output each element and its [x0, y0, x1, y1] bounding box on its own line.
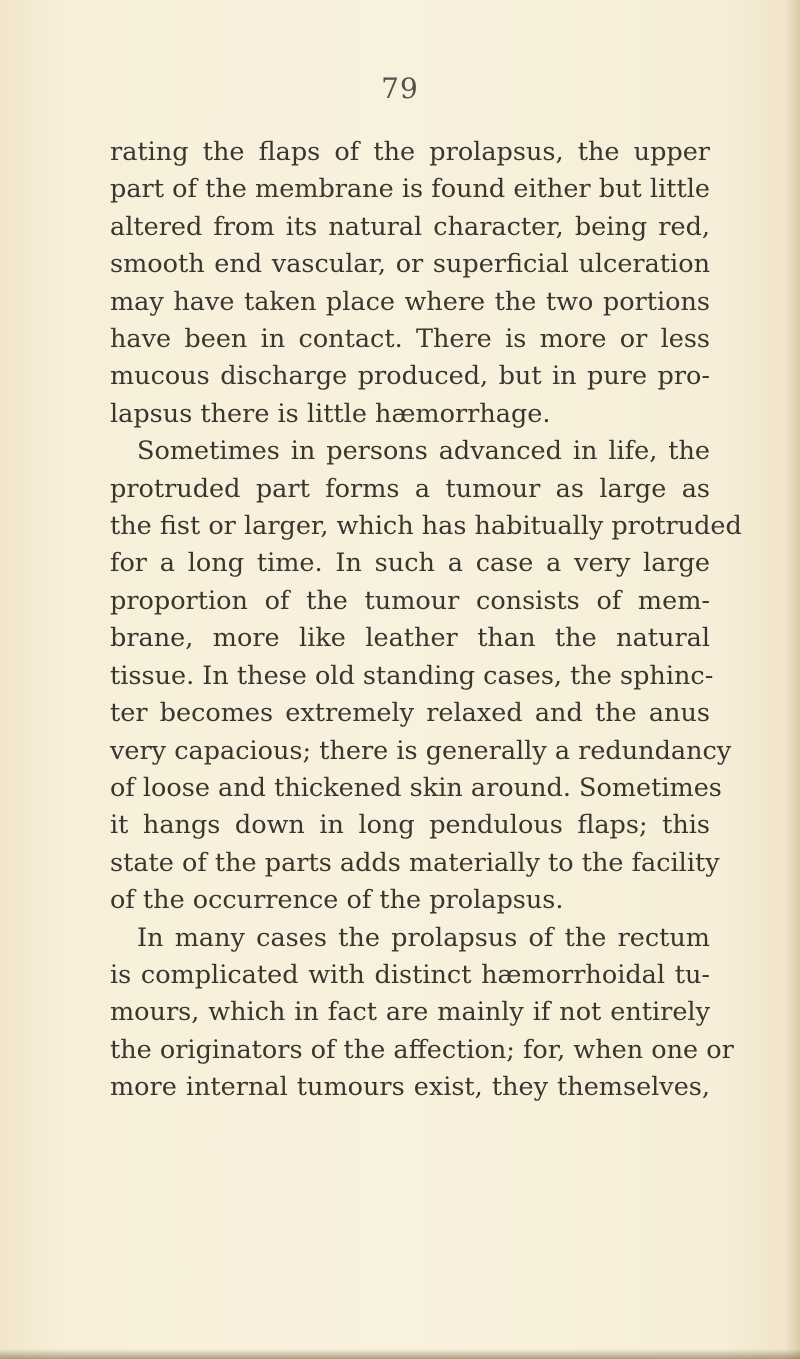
text-line: more internal tumours exist, they themselves, [110, 1072, 710, 1103]
text-line: for a long time. In such a case a very large [110, 548, 710, 579]
text-line: mours, which in fact are mainly if not entirely [110, 997, 710, 1028]
text-line: the originators of the affection; for, when one or [110, 1034, 734, 1065]
page-edge-bottom [0, 1349, 800, 1359]
text-line: very capacious; there is generally a redundancy [110, 735, 732, 766]
text-line: proportion of the tumour consists of mem- [110, 585, 710, 616]
body-text [110, 134, 742, 1107]
text-line: rating the flaps of the prolapsus, the upper [110, 137, 710, 167]
text-line: of loose and thickened skin around. Sometimes [110, 772, 722, 803]
paragraph-3 [110, 920, 734, 1107]
paragraph-2 [110, 433, 742, 919]
text-line: the fist or larger, which has habitually protruded [110, 511, 742, 542]
text-line: may have taken place where the two portions [110, 286, 710, 317]
text-line: protruded part forms a tumour as large as [110, 473, 710, 504]
text-line: tissue. In these old standing cases, the sphinc- [110, 660, 714, 691]
text-line: part of the membrane is found either but little [110, 174, 710, 205]
text-line: of the occurrence of the prolapsus. [110, 885, 564, 916]
text-line: state of the parts adds materially to the facility [110, 847, 720, 878]
page-number: 79 [381, 72, 419, 105]
text-line: ter becomes extremely relaxed and the anus [110, 698, 710, 729]
text-line: is complicated with distinct hæmorrhoidal tu- [110, 959, 710, 990]
text-line: mucous discharge produced, but in pure pro- [110, 361, 710, 392]
page-edge-right [786, 0, 800, 1359]
paragraph-1 [110, 134, 710, 433]
text-line: In many cases the prolapsus of the rectum [137, 922, 710, 953]
text-line: Sometimes in persons advanced in life, the [137, 436, 710, 467]
text-line: altered from its natural character, being red, [110, 211, 710, 242]
text-line: brane, more like leather than the natural [110, 623, 710, 654]
text-line: lapsus there is little hæmorrhage. [110, 398, 551, 429]
text-line: have been in contact. There is more or less [110, 324, 710, 355]
text-line: it hangs down in long pendulous flaps; this [110, 810, 710, 841]
text-line: smooth end vascular, or superficial ulceration [110, 249, 710, 280]
